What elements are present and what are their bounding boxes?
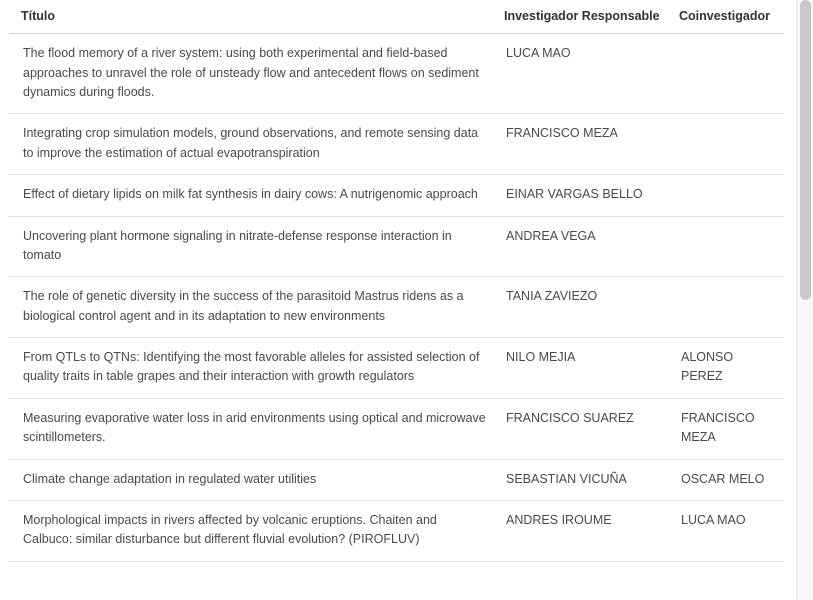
column-header-investigador-responsable: Investigador Responsable — [492, 0, 667, 34]
cell-investigador: ANDRES IROUME — [492, 500, 667, 561]
cell-titulo: Uncovering plant hormone signaling in nitrate-defense response interaction in tomato — [9, 216, 492, 277]
cell-coinvestigador: LUCA MAO — [667, 500, 784, 561]
table-row — [9, 500, 784, 561]
cell-coinvestigador: ALONSO PEREZ — [667, 338, 784, 399]
research-projects-table — [9, 0, 784, 562]
cell-titulo: Integrating crop simulation models, ground observations, and remote sensing data to improve the estimation of actual evapotranspiration — [9, 114, 492, 175]
table-row — [9, 459, 784, 500]
cell-coinvestigador — [667, 34, 784, 114]
table-header-row — [9, 0, 784, 34]
cell-investigador: FRANCISCO SUAREZ — [492, 398, 667, 459]
cell-titulo: From QTLs to QTNs: Identifying the most favorable alleles for assisted selection of quality traits in table grapes and their interaction with growth regulators — [9, 338, 492, 399]
cell-titulo: The role of genetic diversity in the success of the parasitoid Mastrus ridens as a biological control agent and in its adaptation to new environments — [9, 277, 492, 338]
cell-titulo: Measuring evaporative water loss in arid environments using optical and microwave scintillometers. — [9, 398, 492, 459]
cell-investigador: SEBASTIAN VICUÑA — [492, 459, 667, 500]
table-row — [9, 175, 784, 216]
cell-coinvestigador — [667, 175, 784, 216]
cell-investigador: TANIA ZAVIEZO — [492, 277, 667, 338]
cell-coinvestigador — [667, 277, 784, 338]
column-header-coinvestigador: Coinvestigador — [667, 0, 784, 34]
cell-coinvestigador: OSCAR MELO — [667, 459, 784, 500]
cell-coinvestigador: FRANCISCO MEZA — [667, 398, 784, 459]
table-row — [9, 34, 784, 114]
cell-investigador: ANDREA VEGA — [492, 216, 667, 277]
vertical-scrollbar[interactable] — [796, 0, 813, 600]
table-body — [9, 34, 784, 561]
table-row — [9, 398, 784, 459]
cell-titulo: Climate change adaptation in regulated water utilities — [9, 459, 492, 500]
table-header — [9, 0, 784, 34]
table-row — [9, 114, 784, 175]
column-header-titulo: Título — [9, 0, 492, 34]
cell-titulo: Morphological impacts in rivers affected by volcanic eruptions. Chaiten and Calbuco: similar disturbance but different fluvial evolution? (PIROFLUV) — [9, 500, 492, 561]
cell-coinvestigador — [667, 216, 784, 277]
scrollbar-thumb[interactable] — [800, 0, 811, 300]
cell-investigador: LUCA MAO — [492, 34, 667, 114]
table-row — [9, 338, 784, 399]
cell-investigador: EINAR VARGAS BELLO — [492, 175, 667, 216]
cell-titulo: The flood memory of a river system: using both experimental and field-based approaches to unravel the role of unsteady flow and antecedent flows on sediment dynamics during floods. — [9, 34, 492, 114]
cell-coinvestigador — [667, 114, 784, 175]
table-row — [9, 277, 784, 338]
cell-investigador: NILO MEJIA — [492, 338, 667, 399]
cell-investigador: FRANCISCO MEZA — [492, 114, 667, 175]
cell-titulo: Effect of dietary lipids on milk fat synthesis in dairy cows: A nutrigenomic approach — [9, 175, 492, 216]
table-row — [9, 216, 784, 277]
